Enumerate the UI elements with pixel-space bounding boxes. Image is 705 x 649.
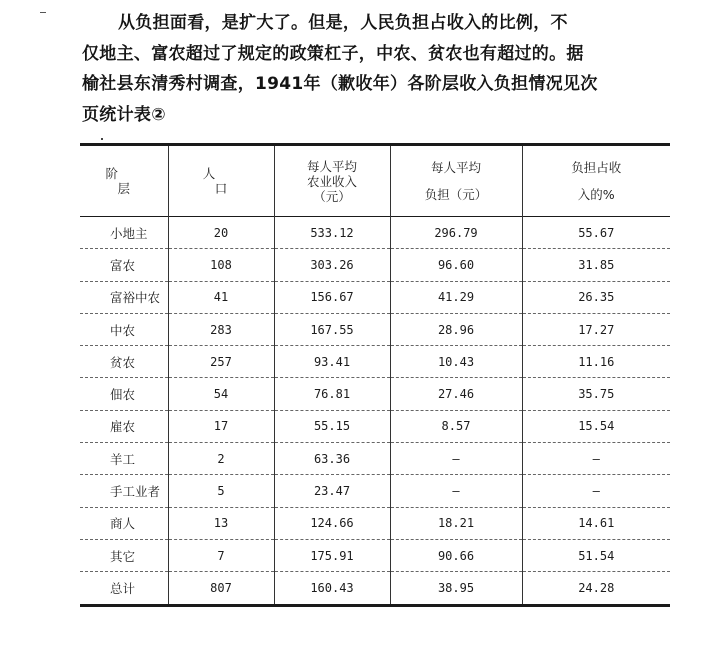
- cell-percent: 15.54: [522, 410, 670, 442]
- cell-population: 20: [168, 217, 274, 249]
- table-row: [80, 378, 670, 410]
- cell-stratum: 总计: [80, 572, 168, 605]
- cell-percent: 24.28: [522, 572, 670, 605]
- table-row: [80, 539, 670, 571]
- header-burden: 每人平均 负担（元）: [390, 145, 522, 217]
- cell-population: 41: [168, 281, 274, 313]
- cell-population: 108: [168, 249, 274, 281]
- scan-speck: [40, 12, 46, 13]
- header-population: 人 口: [168, 145, 274, 217]
- paragraph-line: 榆社县东清秀村调查，1941年（歉收年）各阶层收入负担情况见次: [82, 74, 598, 94]
- table-row: [80, 475, 670, 507]
- cell-burden: 10.43: [390, 346, 522, 378]
- cell-stratum: 中农: [80, 313, 168, 345]
- cell-burden: 38.95: [390, 572, 522, 605]
- cell-income: 156.67: [274, 281, 390, 313]
- table-row: [80, 217, 670, 249]
- cell-percent: 51.54: [522, 539, 670, 571]
- cell-stratum: 其它: [80, 539, 168, 571]
- scan-speck: [101, 138, 103, 140]
- cell-stratum: 小地主: [80, 217, 168, 249]
- cell-stratum: 手工业者: [80, 475, 168, 507]
- cell-population: 7: [168, 539, 274, 571]
- cell-burden: 90.66: [390, 539, 522, 571]
- header-stratum: 阶 层: [105, 166, 179, 196]
- table-row: [80, 572, 670, 605]
- cell-income: 124.66: [274, 507, 390, 539]
- table-row: [80, 346, 670, 378]
- cell-stratum: 雇农: [80, 410, 168, 442]
- cell-income: 63.36: [274, 443, 390, 475]
- body-paragraph: [82, 8, 670, 130]
- cell-stratum: 羊工: [80, 443, 168, 475]
- cell-percent: —: [522, 443, 670, 475]
- cell-percent: 35.75: [522, 378, 670, 410]
- cell-stratum: 富裕中农: [80, 281, 168, 313]
- cell-stratum: 商人: [80, 507, 168, 539]
- cell-burden: 28.96: [390, 313, 522, 345]
- cell-burden: —: [390, 443, 522, 475]
- cell-population: 17: [168, 410, 274, 442]
- cell-income: 533.12: [274, 217, 390, 249]
- cell-burden: 8.57: [390, 410, 522, 442]
- cell-population: 257: [168, 346, 274, 378]
- cell-percent: 26.35: [522, 281, 670, 313]
- cell-income: 23.47: [274, 475, 390, 507]
- paragraph-line: 仅地主、富农超过了规定的政策杠子，中农、贫农也有超过的。据: [82, 43, 584, 64]
- cell-population: 283: [168, 313, 274, 345]
- cell-burden: 27.46: [390, 378, 522, 410]
- cell-percent: —: [522, 475, 670, 507]
- cell-stratum: 富农: [80, 249, 168, 281]
- cell-income: 175.91: [274, 539, 390, 571]
- paragraph-line: 页统计表②: [82, 104, 166, 125]
- cell-percent: 11.16: [522, 346, 670, 378]
- cell-percent: 55.67: [522, 217, 670, 249]
- cell-stratum: 贫农: [80, 346, 168, 378]
- cell-burden: 296.79: [390, 217, 522, 249]
- cell-stratum: 佃农: [80, 378, 168, 410]
- cell-population: 5: [168, 475, 274, 507]
- header-percent: 负担占收 入的%: [522, 145, 670, 217]
- income-burden-table: [80, 143, 670, 607]
- cell-population: 54: [168, 378, 274, 410]
- paragraph-line: 从负担面看，是扩大了。但是，人民负担占收入的比例，不: [118, 13, 568, 33]
- table-row: [80, 281, 670, 313]
- table-header-row: [80, 145, 670, 217]
- cell-burden: —: [390, 475, 522, 507]
- table-row: [80, 313, 670, 345]
- cell-income: 303.26: [274, 249, 390, 281]
- cell-burden: 96.60: [390, 249, 522, 281]
- cell-income: 93.41: [274, 346, 390, 378]
- cell-percent: 14.61: [522, 507, 670, 539]
- cell-percent: 31.85: [522, 249, 670, 281]
- table-row: [80, 443, 670, 475]
- cell-income: 167.55: [274, 313, 390, 345]
- cell-income: 55.15: [274, 410, 390, 442]
- cell-population: 807: [168, 572, 274, 605]
- cell-percent: 17.27: [522, 313, 670, 345]
- header-income: 每人平均 农业收入 （元）: [274, 145, 390, 217]
- cell-burden: 18.21: [390, 507, 522, 539]
- cell-burden: 41.29: [390, 281, 522, 313]
- table-row: [80, 410, 670, 442]
- cell-income: 76.81: [274, 378, 390, 410]
- cell-population: 2: [168, 443, 274, 475]
- table-row: [80, 507, 670, 539]
- cell-population: 13: [168, 507, 274, 539]
- table-row: [80, 249, 670, 281]
- cell-income: 160.43: [274, 572, 390, 605]
